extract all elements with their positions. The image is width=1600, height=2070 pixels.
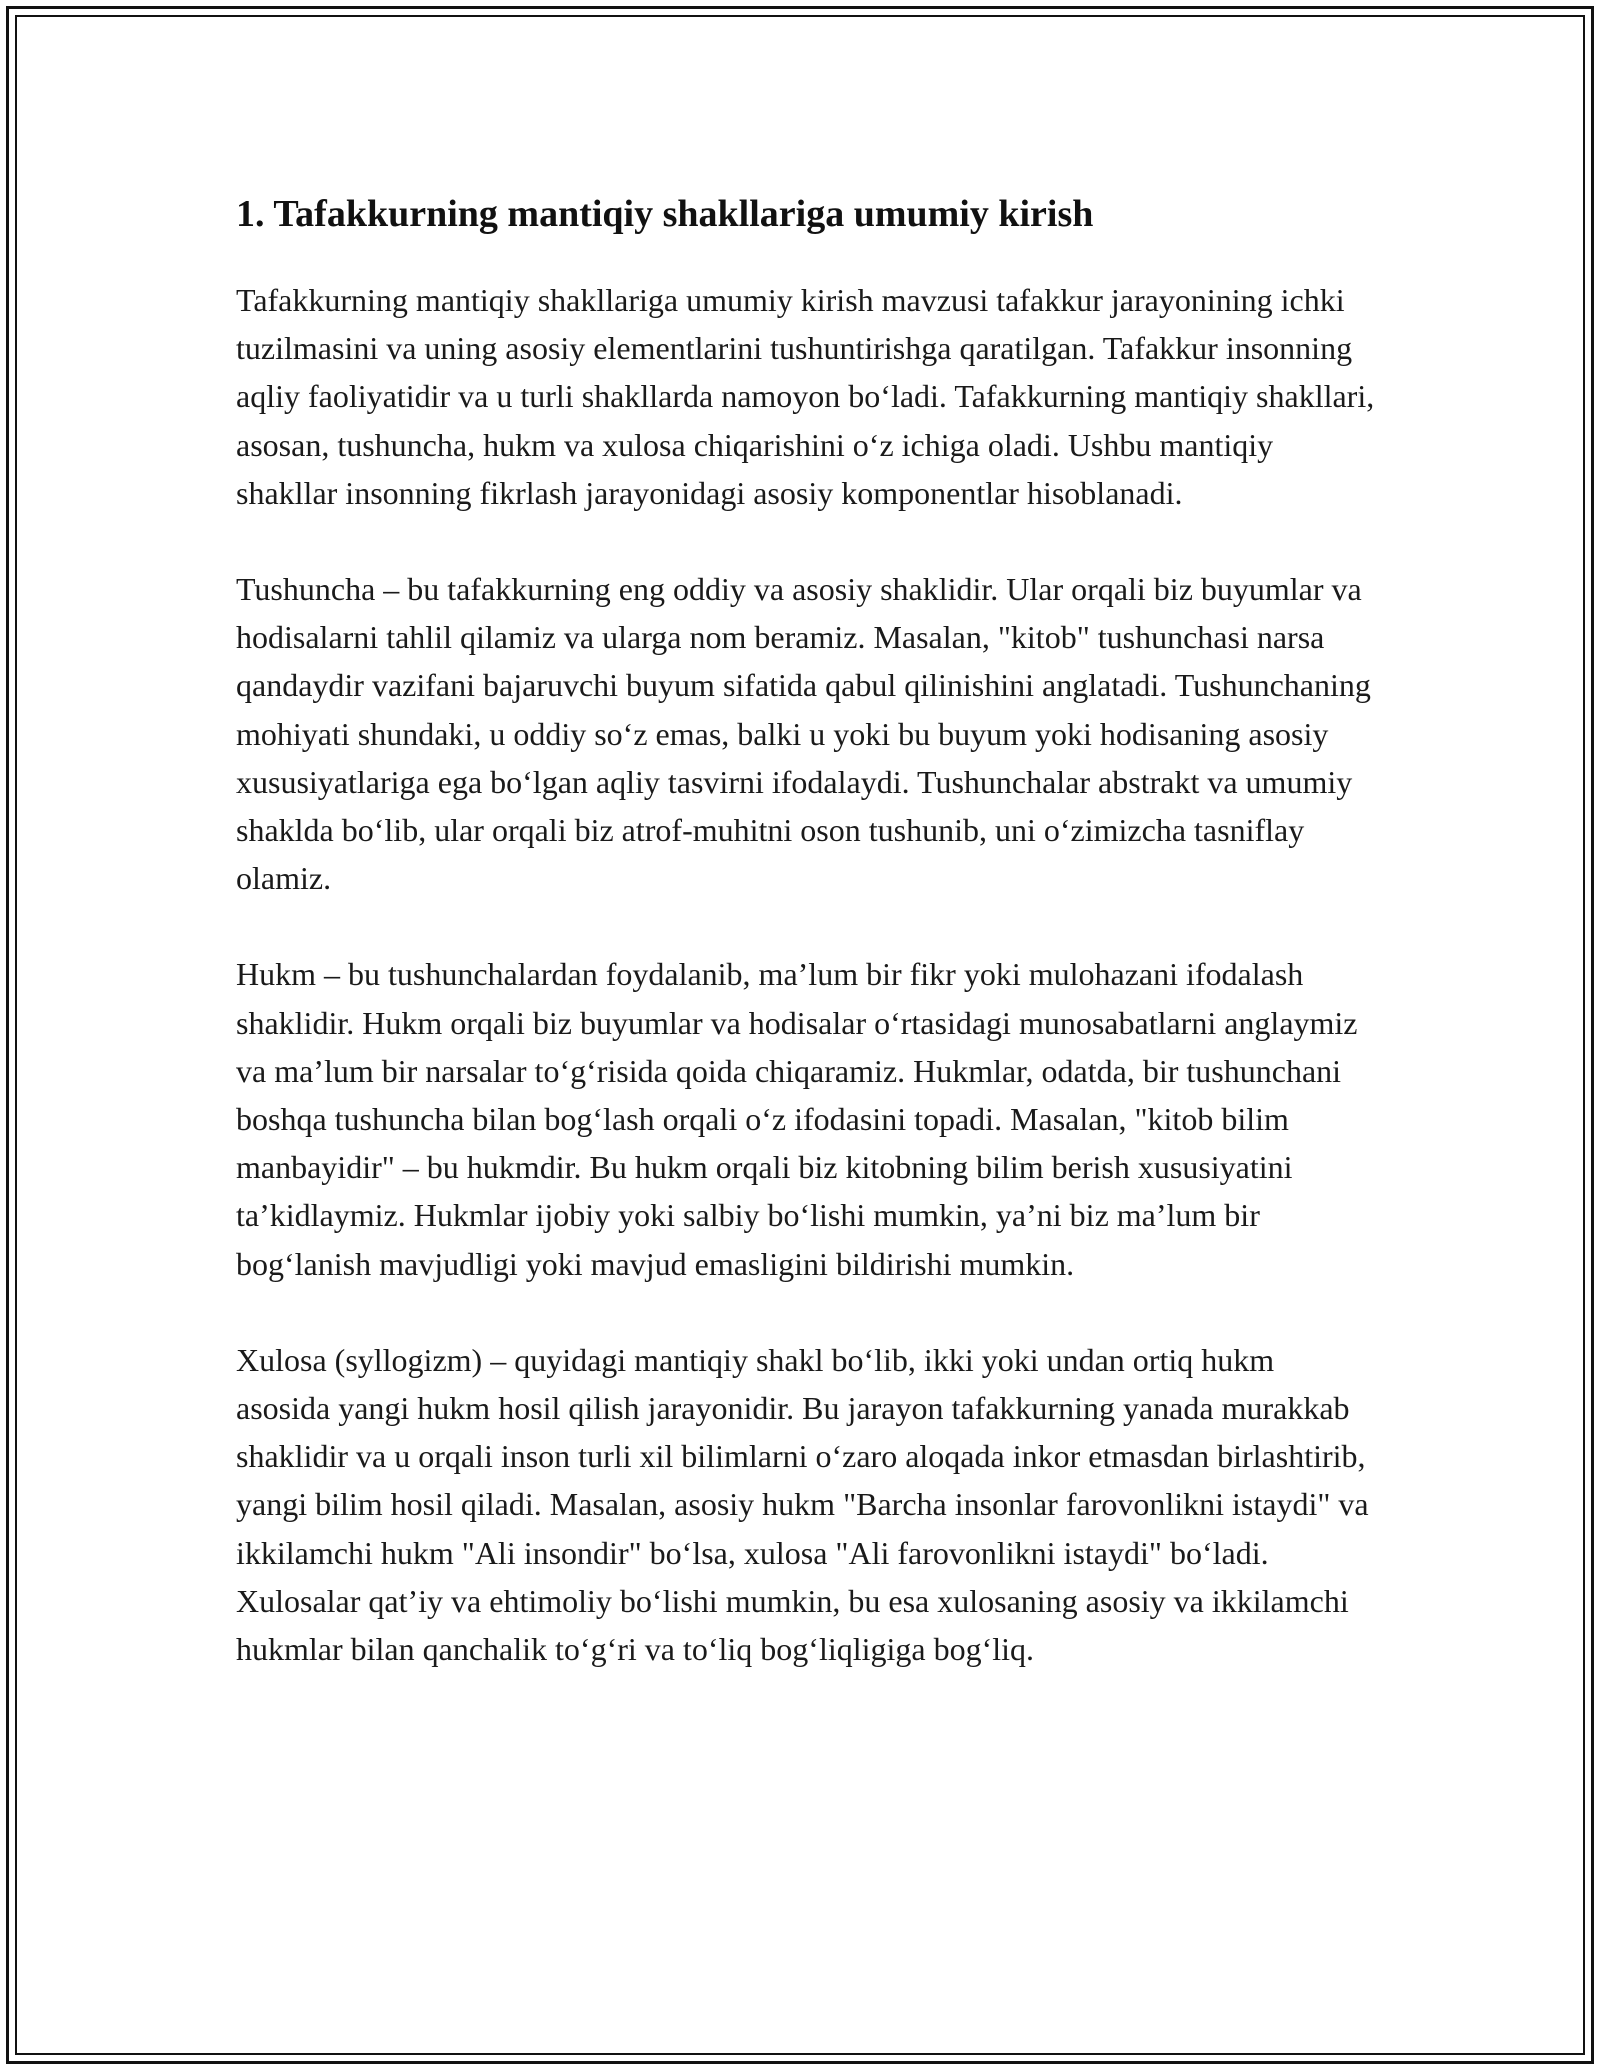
paragraph-tushuncha: Tushuncha – bu tafakkurning eng oddiy va asosiy shaklidir. Ular orqali biz buyumlar va hodisalarni tahlil qilamiz va ularga nom beramiz. Masalan, "kitob" tushunchasi narsa qandaydir vazifani bajaruvchi buyum sifatida qabul qilinishini anglatadi. Tushunchaning mohiyati shundaki, u oddiy so‘z emas, balki u yoki bu buyum yoki hodisaning asosiy xususiyatlariga ega bo‘lgan aqliy tasvirni ifodalaydi. Tushunchalar abstrakt va umumiy shaklda bo‘lib, ular orqali biz atrof-muhitni oson tushunib, uni o‘zimizcha tasniflay olamiz. xyxy=(236,571,1371,897)
paragraph-xulosa: Xulosa (syllogizm) – quyidagi mantiqiy shakl bo‘lib, ikki yoki undan ortiq hukm asosida yangi hukm hosil qilish jarayonidir. Bu jarayon tafakkurning yanada murakkab shaklidir va u orqali inson turli xil bilimlarni o‘zaro aloqada inkor etmasdan birlashtirib, yangi bilim hosil qiladi. Masalan, asosiy hukm "Barcha insonlar farovonlikni istaydi" va ikkilamchi hukm "Ali insondir" bo‘lsa, xulosa "Ali farovonlikni istaydi" bo‘ladi. Xulosalar qat’iy va ehtimoliy bo‘lishi mumkin, bu esa xulosaning asosiy va ikkilamchi hukmlar bilan qanchalik to‘g‘ri va to‘liq bog‘liqligiga bog‘liq. xyxy=(236,1341,1369,1668)
section-heading: 1. Tafakkurning mantiqiy shakllariga umumiy kirish xyxy=(236,193,1094,235)
paragraph-hukm: Hukm – bu tushunchalardan foydalanib, ma’lum bir fikr yoki mulohazani ifodalash shaklidir. Hukm orqali biz buyumlar va hodisalar o‘rtasidagi munosabatlarni anglaymiz va ma’lum bir narsalar to‘g‘risida qoida chiqaramiz. Hukmlar, odatda, bir tushunchani boshqa tushuncha bilan bog‘lash orqali o‘z ifodasini topadi. Masalan, "kitob bilim manbayidir" – bu hukmdir. Bu hukm orqali biz kitobning bilim berish xususiyatini ta’kidlaymiz. Hukmlar ijobiy yoki salbiy bo‘lishi mumkin, ya’ni biz ma’lum bir bog‘lanish mavjudligi yoki mavjud emasligini bildirishi mumkin. xyxy=(236,956,1358,1282)
paragraph-intro: Tafakkurning mantiqiy shakllariga umumiy kirish mavzusi tafakkur jarayonining ichki tuzilmasini va uning asosiy elementlarini tushuntirishga qaratilgan. Tafakkur insonning aqliy faoliyatidir va u turli shakllarda namoyon bo‘ladi. Tafakkurning mantiqiy shakllari, asosan, tushuncha, hukm va xulosa chiqarishini o‘z ichiga oladi. Ushbu mantiqiy shakllar insonning fikrlash jarayonidagi asosiy komponentlar hisoblanadi. xyxy=(236,282,1375,511)
document-body xyxy=(236,186,1376,1721)
